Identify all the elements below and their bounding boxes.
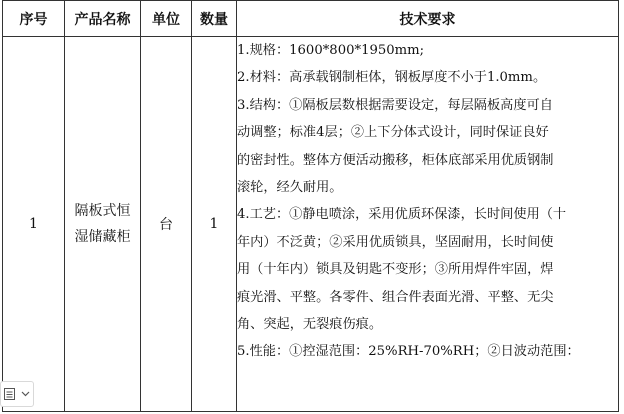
requirement-line: 5.性能：①控湿范围：25%RH-70%RH；②日波动范围： xyxy=(237,344,580,360)
requirements-text xyxy=(237,37,618,409)
cell-product-name xyxy=(65,37,141,412)
header-row xyxy=(3,1,619,37)
requirement-line: 4.工艺：①静电喷涂，采用优质环保漆，长时间使用（十 xyxy=(237,207,567,223)
requirement-line: 的密封性。整体方便活动搬移，柜体底部采用优质钢制 xyxy=(237,152,554,168)
product-name-line-1: 隔板式恒 xyxy=(74,203,131,219)
requirement-line: 角、突起，无裂痕伤痕。 xyxy=(237,317,383,333)
list-icon[interactable] xyxy=(4,388,15,400)
spec-table xyxy=(2,0,619,412)
requirement-line: 动调整；标准4层；②上下分体式设计，同时保证良好 xyxy=(237,125,549,141)
cell-quantity: 1 xyxy=(192,37,237,412)
cell-index: 1 xyxy=(3,37,65,412)
header-unit: 单位 xyxy=(141,1,192,37)
requirement-line: 痕光滑、平整。各零件、组合件表面光滑、平整、无尖 xyxy=(237,289,554,305)
requirement-line: 1.规格：1600*800*1950mm; xyxy=(237,43,425,58)
requirement-line: 用（十年内）锁具及钥匙不变形；③所用焊件牢固，焊 xyxy=(237,262,554,278)
cell-unit: 台 xyxy=(141,37,192,412)
requirement-line: 年内）不泛黄；②采用优质锁具，坚固耐用，长时间使 xyxy=(237,234,554,250)
table-row xyxy=(3,37,619,412)
product-name-line-2: 湿储藏柜 xyxy=(74,229,131,245)
corner-widget[interactable] xyxy=(0,381,34,407)
requirement-line: 滚轮，经久耐用。 xyxy=(237,180,343,196)
header-product-name: 产品名称 xyxy=(65,1,141,37)
requirement-line: 3.结构：①隔板层数根据需要设定，每层隔板高度可自 xyxy=(237,97,553,113)
chevron-down-icon[interactable] xyxy=(21,391,30,397)
header-index: 序号 xyxy=(3,1,65,37)
header-quantity: 数量 xyxy=(192,1,237,37)
header-requirements: 技术要求 xyxy=(237,1,619,37)
cell-requirements xyxy=(237,37,619,412)
requirement-line: 2.材料：高承载钢制柜体，钢板厚度不小于1.0mm。 xyxy=(237,70,547,86)
